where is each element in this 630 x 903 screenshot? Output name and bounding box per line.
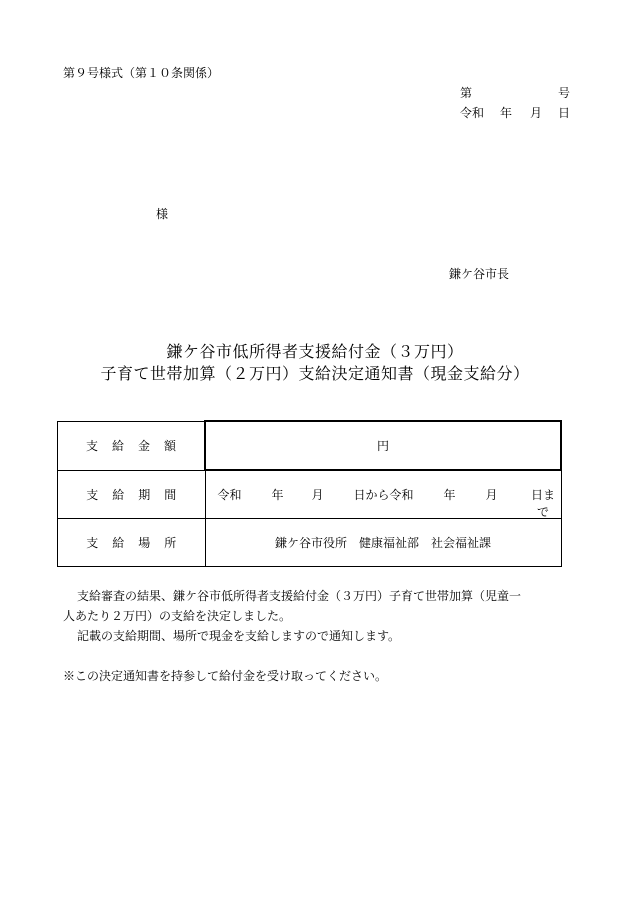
amount-label: 支給金額 — [58, 421, 206, 470]
addressee: 様 — [156, 207, 169, 221]
period-end-month: 月 — [485, 488, 498, 502]
body-paragraph1-line1: 支給審査の結果、鎌ケ谷市低所得者支援給付金（３万円）子育て世帯加算（児童一 — [77, 589, 522, 603]
period-row — [58, 470, 562, 519]
document-title-line1: 鎌ケ谷市低所得者支援給付金（３万円） — [166, 342, 464, 361]
period-start-month: 月 — [311, 488, 324, 502]
date-month: 月 — [530, 106, 543, 120]
period-end-year: 年 — [443, 488, 456, 502]
date-day: 日 — [558, 106, 571, 120]
note: ※この決定通知書を持参して給付金を受け取ってください。 — [63, 669, 388, 683]
document-number-prefix: 第 — [460, 86, 473, 100]
period-label: 支給期間 — [58, 470, 206, 519]
period-start-year: 年 — [271, 488, 284, 502]
place-row — [58, 519, 562, 567]
document-number-suffix: 号 — [557, 86, 570, 100]
period-end-day: 日まで — [530, 488, 555, 519]
form-number: 第９号様式（第１０条関係） — [63, 66, 220, 80]
period-start-era: 令和 — [217, 488, 242, 502]
issuer: 鎌ケ谷市長 — [449, 267, 510, 281]
date-era: 令和 — [460, 106, 485, 120]
place-label: 支給場所 — [58, 519, 206, 567]
period-start-day-end-era: 日から令和 — [353, 488, 414, 502]
date-year: 年 — [500, 106, 513, 120]
amount-unit: 円 — [376, 439, 389, 453]
amount-value — [205, 421, 561, 470]
body-paragraph1-line2: 人あたり２万円）の支給を決定しました。 — [63, 609, 292, 623]
period-value — [205, 470, 561, 519]
document-title-line2: 子育て世帯加算（２万円）支給決定通知書（現金支給分） — [100, 364, 530, 383]
body-paragraph2: 記載の支給期間、場所で現金を支給しますので通知します。 — [77, 629, 401, 643]
info-table — [57, 420, 562, 567]
document-number — [460, 84, 570, 101]
amount-row — [58, 421, 562, 470]
place-value: 鎌ケ谷市役所 健康福祉部 社会福祉課 — [205, 519, 561, 567]
